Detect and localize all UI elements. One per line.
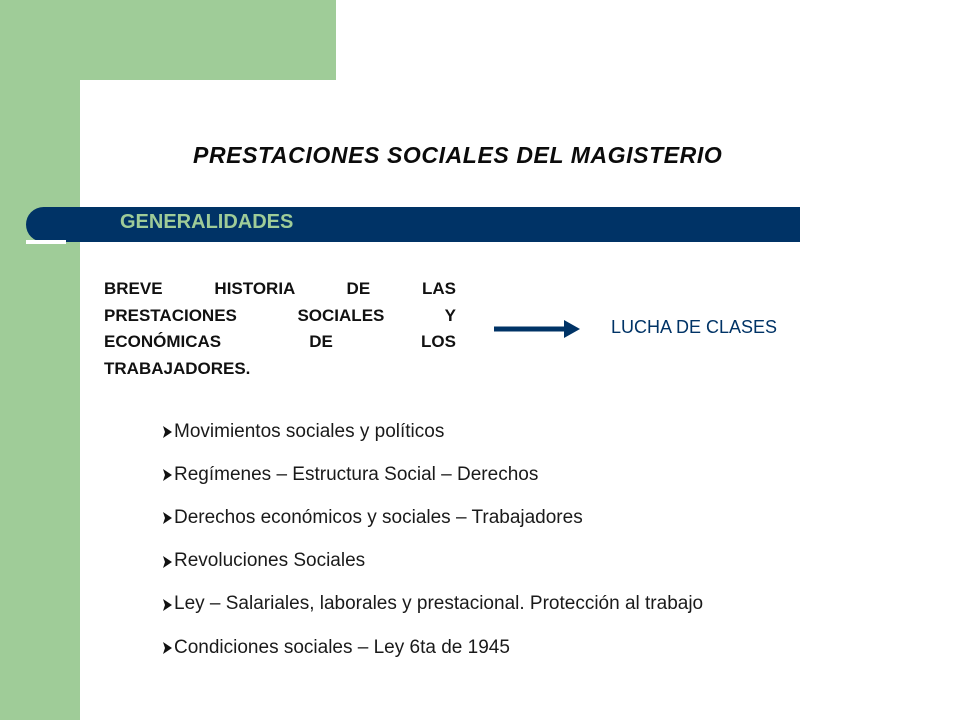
bullet-list	[163, 410, 703, 669]
history-heading	[104, 276, 456, 382]
list-item-text: Movimientos sociales y políticos	[174, 420, 445, 442]
banner-notch	[26, 240, 66, 244]
lucha-de-clases-label: LUCHA DE CLASES	[611, 317, 778, 337]
banner-label: GENERALIDADES	[120, 211, 294, 233]
list-item	[163, 453, 703, 496]
list-item-text: Ley – Salariales, laborales y prestacional. Protección al trabajo	[174, 593, 704, 615]
history-line: ECONÓMICAS DE LOS	[104, 332, 456, 351]
history-line: BREVE HISTORIA DE LAS	[104, 279, 456, 298]
rounded-corner	[80, 80, 180, 180]
left-green-strip	[0, 0, 80, 720]
list-item	[163, 540, 703, 583]
slide-title: PRESTACIONES SOCIALES DEL MAGISTERIO	[193, 142, 723, 168]
list-item	[163, 583, 703, 626]
list-item-text: Revoluciones Sociales	[174, 550, 366, 572]
arrow-bullet-icon	[163, 512, 172, 524]
list-item-text: Regímenes – Estructura Social – Derechos	[174, 463, 539, 485]
top-green-block	[80, 0, 336, 80]
arrow-bullet-icon	[163, 556, 172, 568]
history-line: PRESTACIONES SOCIALES Y	[104, 305, 456, 325]
arrow-right-icon	[494, 314, 584, 344]
list-item	[163, 496, 703, 539]
arrow-bullet-icon	[163, 642, 172, 654]
arrow-bullet-icon	[163, 469, 172, 481]
history-line: TRABAJADORES.	[104, 358, 251, 378]
list-item	[163, 626, 703, 669]
list-item-text: Condiciones sociales – Ley 6ta de 1945	[174, 636, 510, 658]
list-item	[163, 410, 703, 453]
arrow-bullet-icon	[163, 426, 172, 438]
list-item-text: Derechos económicos y sociales – Trabajadores	[174, 506, 583, 528]
arrow-bullet-icon	[163, 599, 172, 611]
